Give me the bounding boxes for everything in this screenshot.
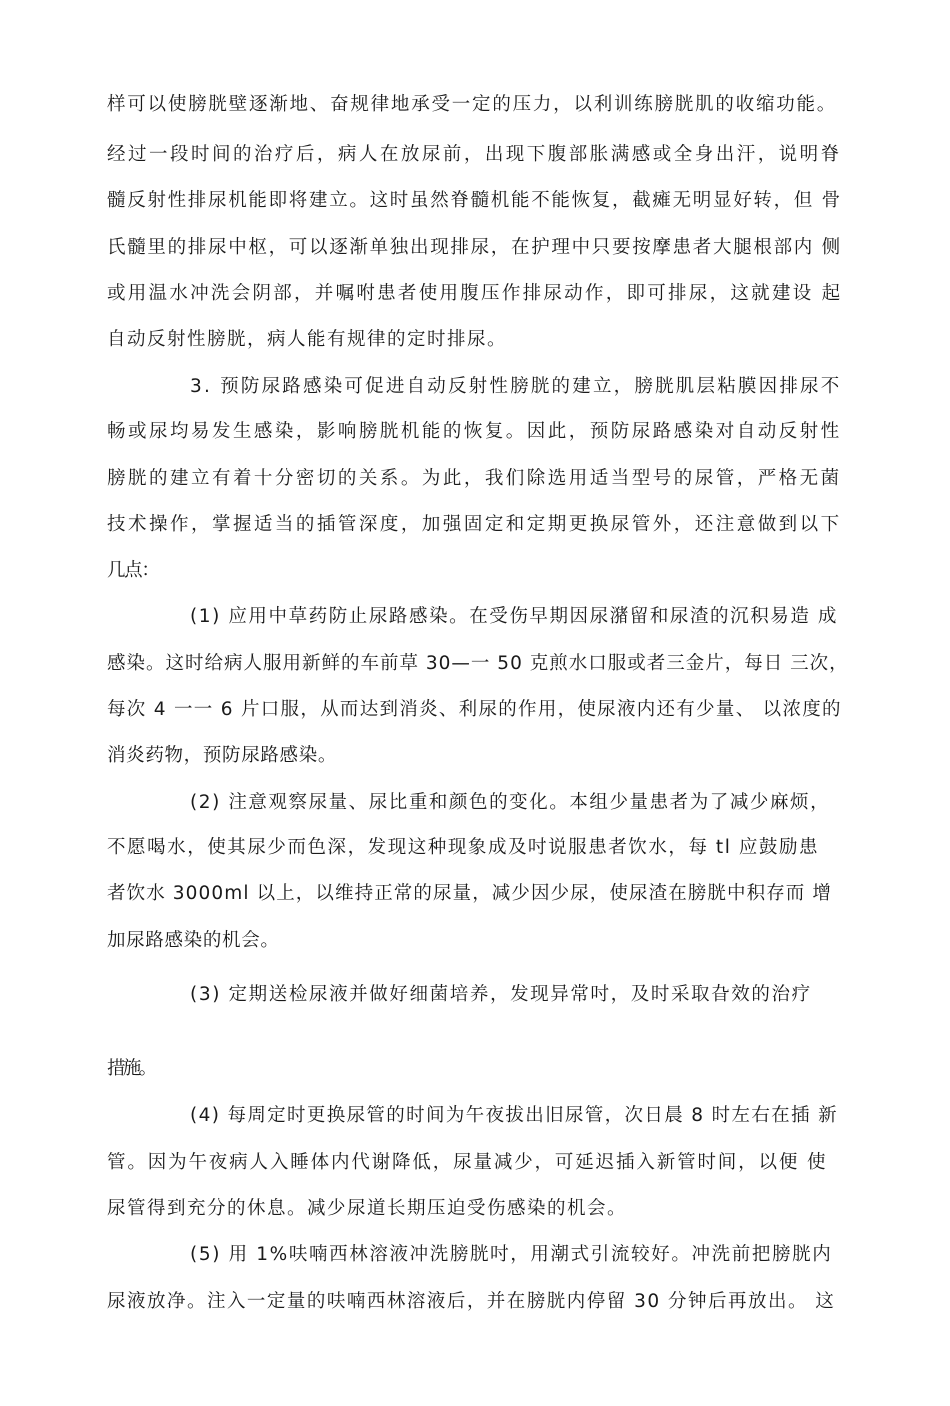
text-line: 膀胱的建立有着十分密切的关系。为此，我们除选用适当型号的尿管，严格无菌	[107, 468, 842, 489]
text-line: 尿管得到充分的休息。减少尿道长期压迫受伤感染的机会。	[107, 1198, 628, 1219]
text-line: (3) 定期送检尿液并做好细菌培养，发现异常吋，及时采取旮效的治疗	[190, 984, 812, 1005]
text-line: 消炎药物，预防尿路感染。	[107, 745, 338, 766]
text-line: 畅或尿均易发生感染，影响膀胱机能的恢复。因此，预防尿路感染对自动反射性	[107, 421, 842, 442]
text-line: 氏髓里的排尿中枢，可以逐渐单独出现排尿，在护理中只要按摩患者大腿根部内 侧	[107, 237, 842, 258]
text-line: 经过一段时间的治疗后，病人在放尿前，出现下腹部胀满感或全身出汗，说明脊	[107, 144, 842, 165]
text-line: 几点：	[107, 560, 159, 581]
text-line: 加尿路感染的机会。	[107, 930, 280, 951]
text-line: 感染。这时给病人服用新鲜的车前草 30—一 50 克煎水口服或者三金片，每日 三次，	[107, 653, 849, 674]
text-line: 髓反射性排尿机能即将建立。这时虽然脊髓机能不能恢复，截瘫无明显好转，但 骨	[107, 190, 842, 211]
text-line: 或用温水冲洗会阴部，并嘱咐患者使用腹压作排尿动作，即可排尿，这就建设 起	[107, 283, 843, 304]
text-line: 3. 预防尿路感染可促进自动反射性膀胱的建立，膀胱肌层粘膜因排尿不	[190, 376, 842, 397]
text-line: 者饮水 3000ml 以上，以维持正常的尿量，减少因少尿，使尿渣在膀胱中积存而 增	[107, 883, 832, 904]
text-line: 措施。	[107, 1058, 155, 1079]
text-line: (1) 应用中草药防止尿路感染。在受伤早期因尿潴留和尿渣的沉积易造 成	[190, 606, 838, 627]
text-line: 管。因为午夜病人入睡体内代谢降低，尿量减少，可延迟插入新管时间，以便 使	[107, 1152, 828, 1173]
text-line: (4) 每周定时更换尿管的时间为午夜拔出旧尿管，次日晨 8 时左右在插 新	[190, 1105, 838, 1126]
text-line: 自动反射性膀胱，病人能有规律的定时排尿。	[107, 329, 508, 350]
text-line: 不愿喝水，使其尿少而色深，发现这种现象成及吋说服患者饮水，每 tl 应鼓励患	[107, 837, 820, 858]
text-line: 样可以使膀胱壁逐渐地、奋规律地承受一定的压力，以利训练膀胱肌的收缩功能。	[107, 94, 838, 115]
text-line: 每次 4 一一 6 片口服，从而达到消炎、利尿的作用，使尿液内还有少量、 以浓度的	[107, 699, 842, 720]
text-line: 尿液放净。注入一定量的呋喃西林溶液后，并在膀胱内停留 30 分钟后再放出。 这	[107, 1291, 836, 1312]
text-line: (2) 注意观察尿量、尿比重和颜色的变化。本组少量患者为了减少麻烦，	[190, 792, 831, 813]
text-line: (5) 用 1%呋喃西林溶液冲洗膀胱吋，用潮式引流较好。冲洗前把膀胱内	[190, 1244, 833, 1265]
text-line: 技术操作，掌握适当的插管深度，加强固定和定期更换尿管外，还注意做到以下	[107, 514, 842, 535]
